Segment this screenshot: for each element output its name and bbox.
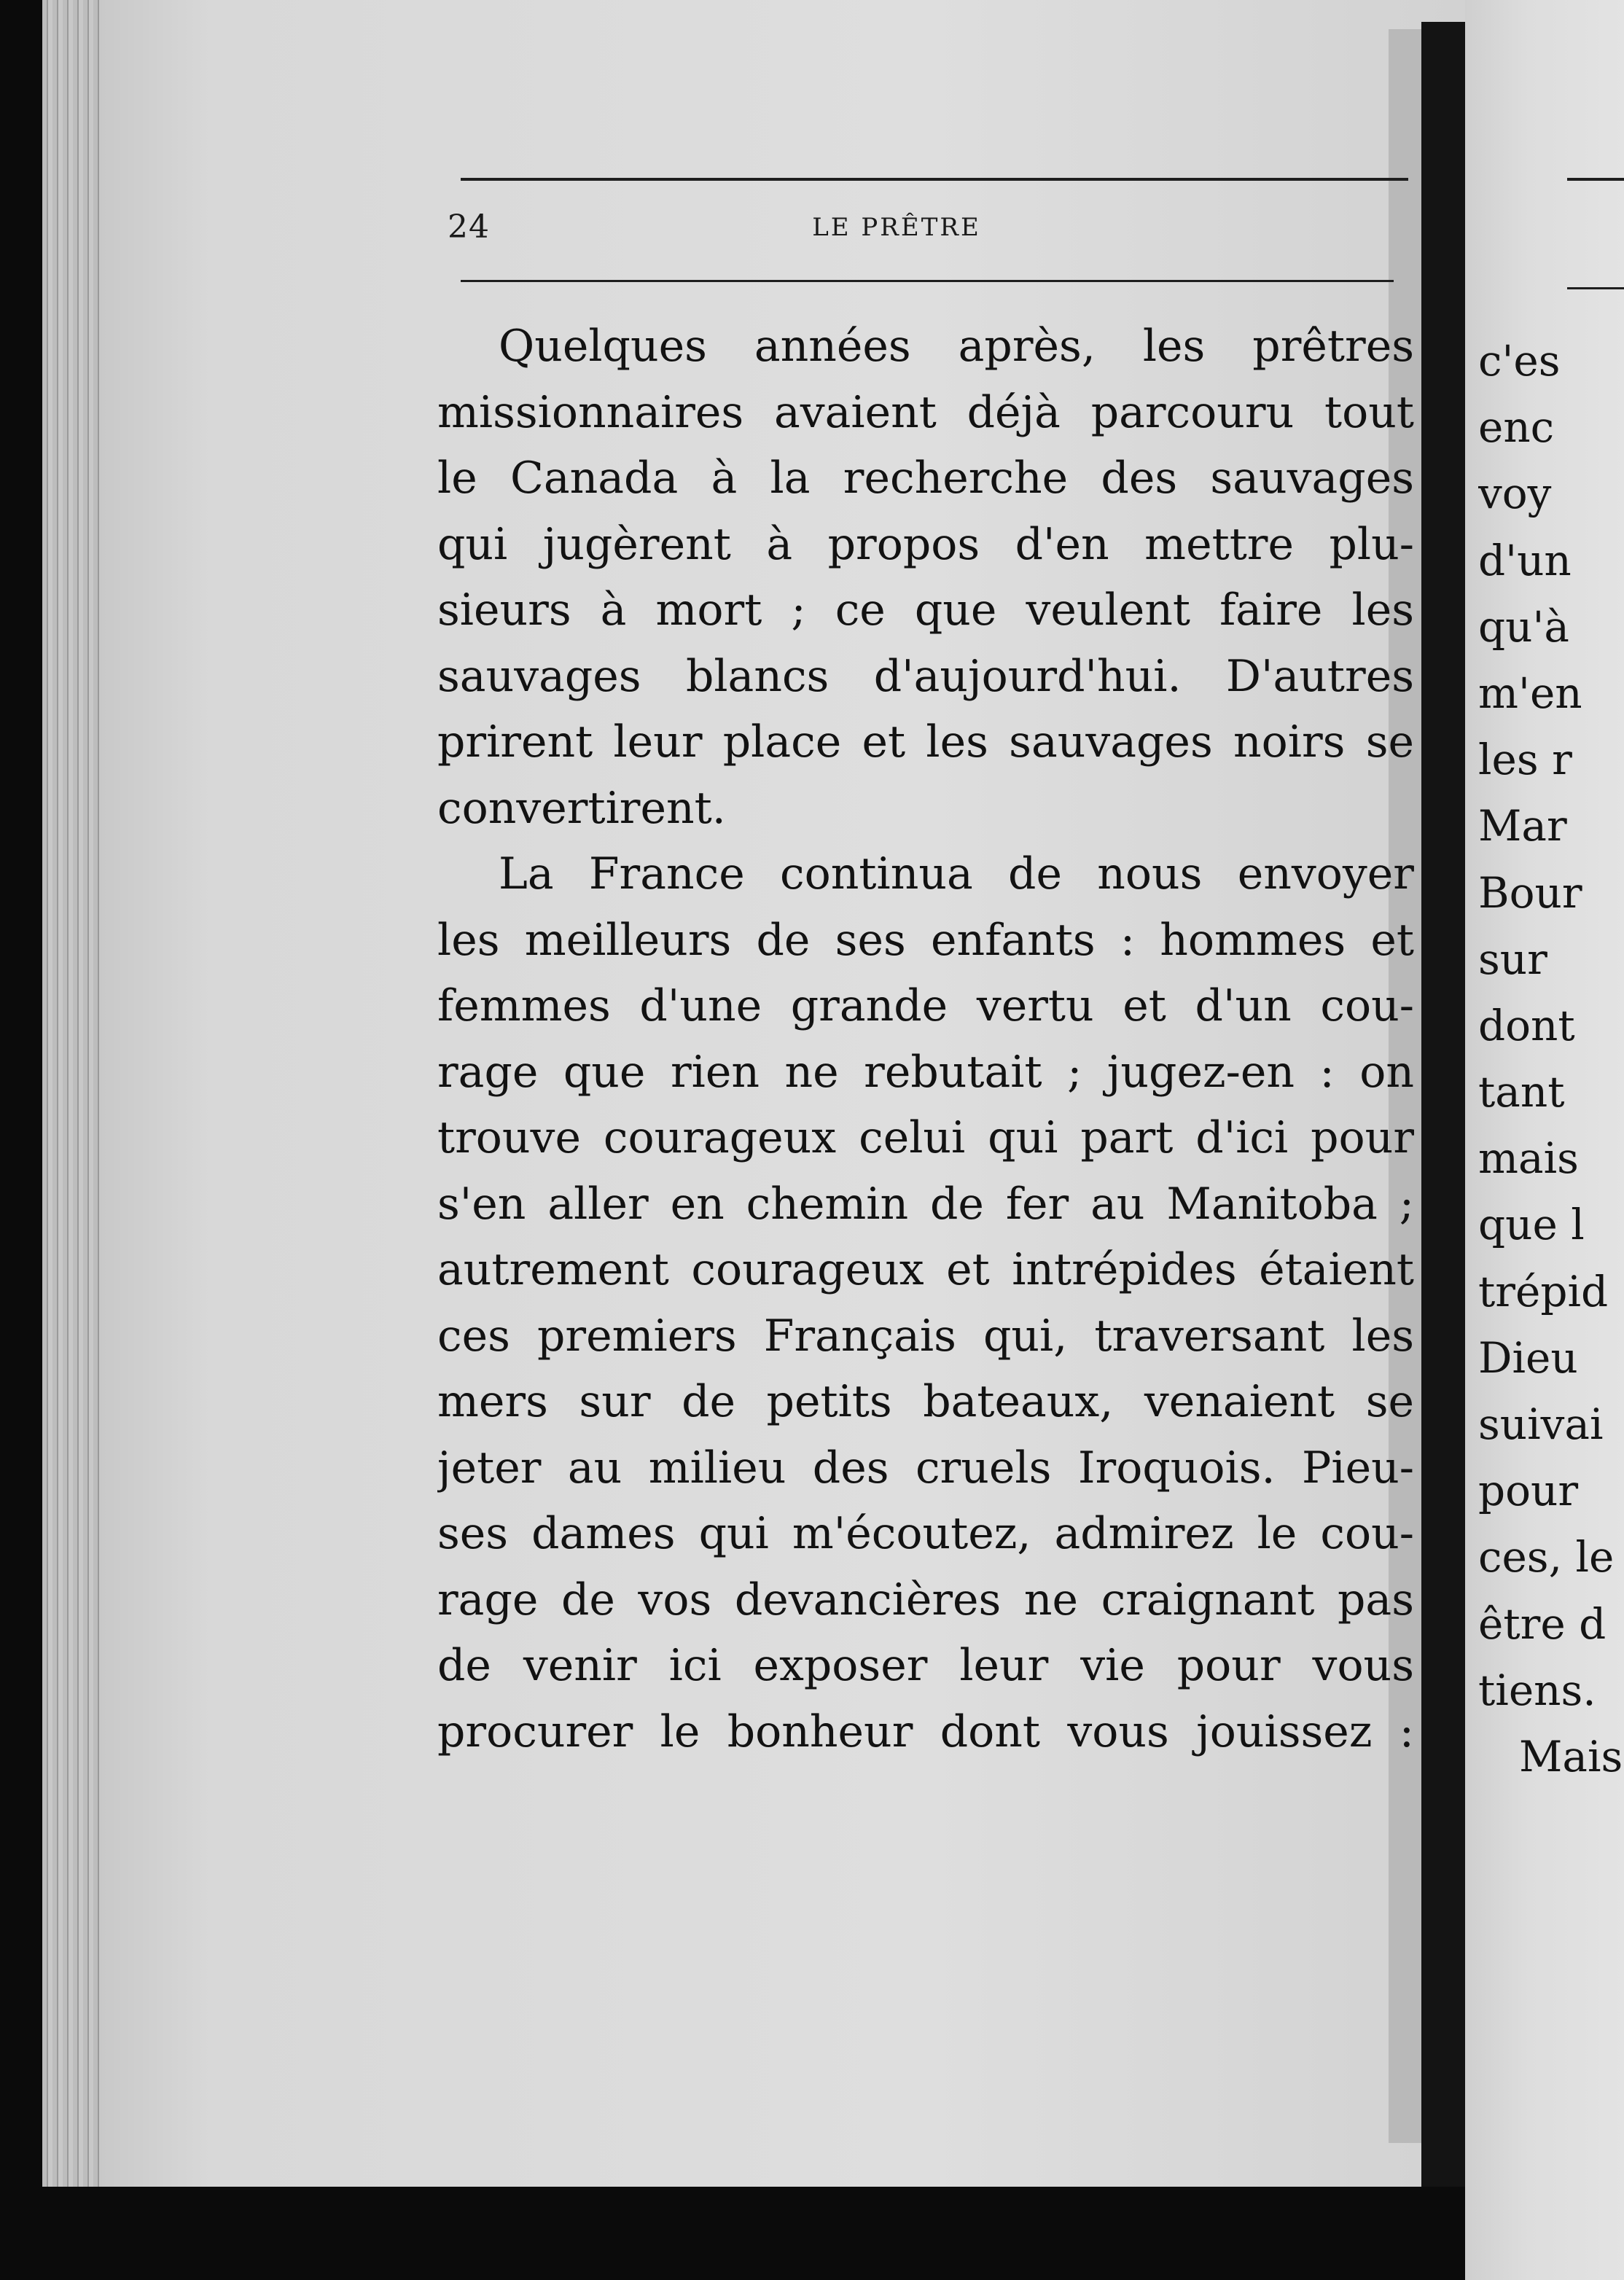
- right-text-line: que l: [1478, 1200, 1585, 1250]
- text-line: ses dames qui m'écoutez, admirez le cou-: [437, 1508, 1414, 1559]
- right-header-rule-top: [1567, 178, 1624, 181]
- right-text-line: sur: [1478, 934, 1547, 984]
- right-text-line: Mais: [1519, 1731, 1623, 1781]
- right-header-rule-bottom: [1567, 287, 1624, 289]
- text-line: La France continua de nous envoyer: [499, 848, 1414, 899]
- right-text-line: ces, le: [1478, 1532, 1615, 1582]
- right-text-line: Dieu: [1478, 1332, 1578, 1383]
- text-line: sauvages blancs d'aujourd'hui. D'autres: [437, 650, 1414, 702]
- text-line: qui jugèrent à propos d'en mettre plu-: [437, 518, 1414, 570]
- right-text-line: enc: [1478, 402, 1555, 453]
- paragraph: [437, 313, 1414, 841]
- right-text-line: voy: [1478, 469, 1552, 519]
- text-line: rage que rien ne rebutait ; jugez-en : on: [437, 1046, 1414, 1098]
- text-line: rage de vos devancières ne craignant pas: [437, 1574, 1414, 1625]
- bottom-shadow: [0, 2187, 1465, 2280]
- right-text-line: dont: [1478, 1000, 1575, 1050]
- text-line: prirent leur place et les sauvages noirs se: [437, 717, 1414, 768]
- text-line: mers sur de petits bateaux, venaient se: [437, 1376, 1414, 1427]
- right-text-line: être d: [1478, 1598, 1607, 1649]
- right-text-line: tiens.: [1478, 1665, 1596, 1715]
- page-stack-edge: [42, 0, 109, 2216]
- text-line: trouve courageux celui qui part d'ici pour: [437, 1112, 1414, 1163]
- right-text-line: les r: [1478, 735, 1572, 785]
- text-line: femmes d'une grande vertu et d'un cou-: [437, 980, 1414, 1031]
- right-text-line: Mar: [1478, 801, 1567, 851]
- right-text-line: Bour: [1478, 867, 1582, 918]
- right-text-line: pour: [1478, 1466, 1579, 1516]
- text-line: convertirent.: [437, 782, 726, 834]
- text-line: Quelques années après, les prêtres: [499, 321, 1414, 372]
- right-text-line: c'es: [1478, 336, 1561, 386]
- text-line: s'en aller en chemin de fer au Manitoba ;: [437, 1178, 1414, 1230]
- right-text-line: trépid: [1478, 1266, 1609, 1316]
- text-line: sieurs à mort ; ce que veulent faire les: [437, 585, 1414, 636]
- page-number: 24: [448, 208, 490, 246]
- book-binding: [1421, 22, 1465, 2201]
- text-line: les meilleurs de ses enfants : hommes et: [437, 914, 1414, 966]
- right-text-line: d'un: [1478, 535, 1572, 585]
- paragraph: [437, 841, 1414, 1765]
- body-text: [437, 313, 1414, 1765]
- running-title: LE PRÊTRE: [812, 213, 981, 242]
- text-line: jeter au milieu des cruels Iroquois. Pieu-: [437, 1442, 1414, 1494]
- text-line: missionnaires avaient déjà parcouru tout: [437, 386, 1414, 438]
- text-line: procurer le bonheur dont vous jouissez :: [437, 1706, 1414, 1757]
- right-page-text: [1478, 328, 1624, 1790]
- text-line: de venir ici exposer leur vie pour vous: [437, 1640, 1414, 1691]
- right-text-line: m'en: [1478, 668, 1582, 718]
- text-line: autrement courageux et intrépides étaient: [437, 1244, 1414, 1295]
- right-text-line: suivai: [1478, 1399, 1604, 1449]
- right-text-line: qu'à: [1478, 601, 1570, 652]
- header-rule-top: [461, 178, 1408, 181]
- right-text-line: tant: [1478, 1067, 1565, 1117]
- text-line: le Canada à la recherche des sauvages: [437, 453, 1414, 504]
- header-rule-bottom: [461, 280, 1394, 282]
- text-line: ces premiers Français qui, traversant les: [437, 1310, 1414, 1362]
- right-text-line: mais: [1478, 1133, 1579, 1184]
